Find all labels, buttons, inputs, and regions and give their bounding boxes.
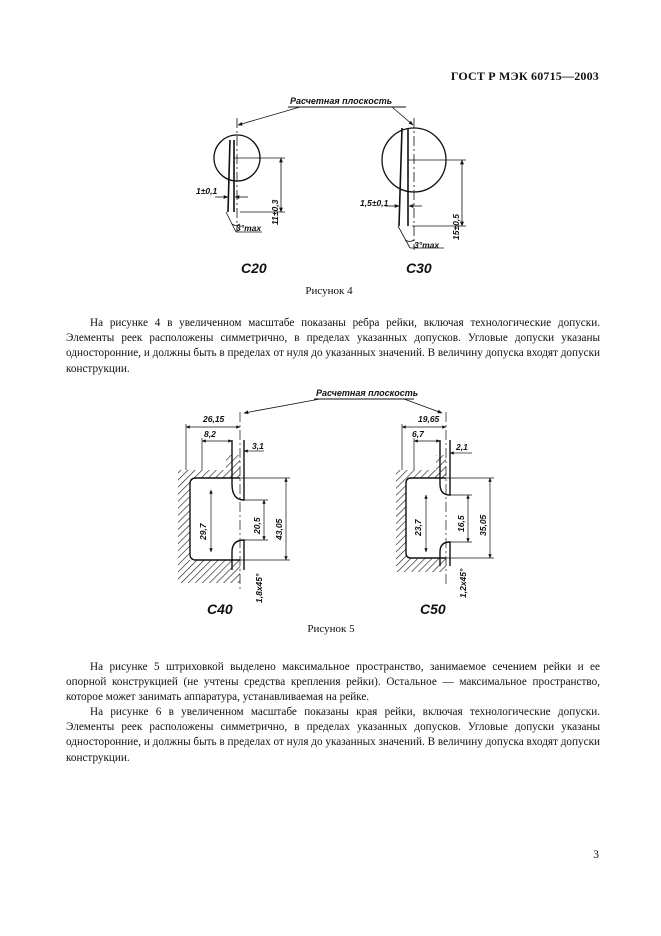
c50-cavity-dim: 23,7	[413, 519, 423, 536]
c40-width-dim: 26,15	[203, 414, 225, 424]
c40-chamfer-dim: 1,8x45°	[254, 573, 264, 603]
c50-opening-dim: 16,5	[456, 515, 466, 532]
paragraph-1: На рисунке 4 в увеличенном масштабе показаны ребра рейки, включая технологические допуски. Элементы реек расположены симметрично, в пределах указанных допусков. Угловые допуски указаны односторонние, и должны быть в пределах от нуля до указанных значений. В величину допуска входят допуски конструкции.	[66, 317, 600, 375]
c30-offset-dim: 1,5±0,1	[360, 198, 389, 208]
standard-header: ГОСТ Р МЭК 60715—2003	[450, 69, 599, 83]
figure-4	[0, 0, 661, 300]
c20-angle-dim: 3°max	[236, 223, 262, 233]
figure-4-caption: Рисунок 4	[305, 285, 353, 297]
c40-opening-dim: 20,5	[252, 517, 262, 534]
c50-height-dim: 35,05	[478, 514, 488, 536]
c40-cavity-dim: 29,7	[198, 523, 208, 540]
c30-angle-dim: 3°max	[414, 240, 440, 250]
c30-label: C30	[406, 260, 432, 276]
fig5-c40-rail	[178, 412, 290, 590]
c20-height-dim: 11±0,3	[270, 199, 280, 225]
fig4-plane-label: Расчетная плоскость	[290, 96, 393, 106]
c40-lip-dim: 3,1	[252, 441, 264, 451]
fig5-plane-label: Расчетная плоскость	[316, 388, 419, 398]
c50-label: C50	[420, 601, 446, 617]
c50-chamfer-dim: 1,2x45°	[458, 568, 468, 598]
paragraph-3: На рисунке 6 в увеличенном масштабе показаны края рейки, включая технологические допуски. Элементы реек расположены симметрично, в пределах указанных допусков. Угловые допуски указаны односторонние, и должны быть в пределах от нуля до указанных значений. В величину допуска входят допуски конструкции.	[66, 706, 600, 764]
figure-5-caption: Рисунок 5	[307, 623, 355, 635]
c20-offset-dim: 1±0,1	[196, 186, 218, 196]
c50-inner-dim: 6,7	[412, 429, 424, 439]
c40-height-dim: 43,05	[274, 518, 284, 540]
fig5-c50-rail	[396, 412, 494, 585]
c30-height-dim: 15±0,5	[451, 214, 461, 240]
c40-inner-dim: 8,2	[204, 429, 216, 439]
c50-width-dim: 19,65	[418, 414, 440, 424]
c50-lip-dim: 2,1	[456, 442, 468, 452]
c40-label: C40	[207, 601, 233, 617]
paragraph-2: На рисунке 5 штриховкой выделено максимальное пространство, занимаемое сечением рейки и ее опорной конструкцией (не учтены средства крепления рейки). Остальное — максимальное пространство, которое может занимать аппаратура, устанавливаемая на рейке.	[66, 661, 600, 704]
c20-label: C20	[241, 260, 267, 276]
page-number: 3	[593, 849, 599, 861]
